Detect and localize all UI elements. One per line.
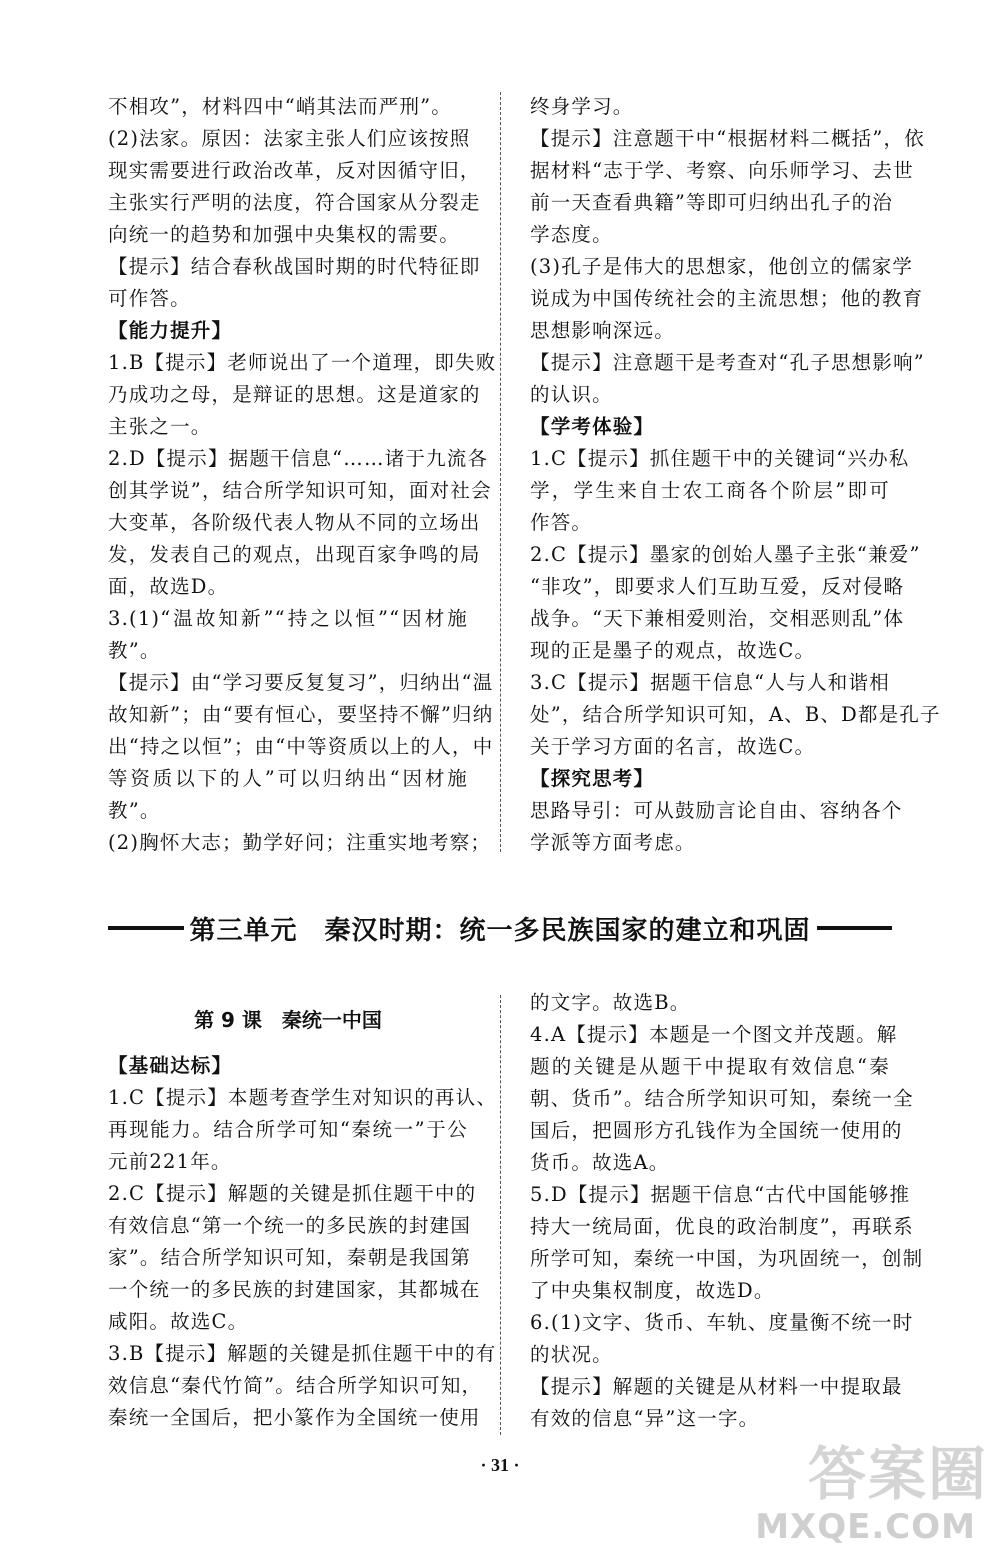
text-line: 前一天查看典籍”等即可归纳出孔子的治	[530, 191, 894, 214]
text-line: 秦统一全国后，把小篆作为全国统一使用	[108, 1406, 481, 1429]
text-line: 有效信息“第一个统一的多民族的封建国	[108, 1214, 472, 1237]
unit-title-text: 第三单元 秦汉时期：统一多民族国家的建立和巩固	[189, 915, 811, 946]
text-line: (2)胸怀大志；勤学好问；注重实地考察；	[108, 831, 492, 854]
text-line: 国后，把圆形方孔钱作为全国统一使用的	[530, 1119, 903, 1142]
text-line: 主张实行严明的法度，符合国家从分裂走	[108, 191, 481, 214]
text-line: 作答。	[530, 511, 593, 534]
watermark-logo: 答案圈	[807, 1440, 988, 1508]
text-line: 等资质以下的人”可以归纳出“因材施	[108, 767, 468, 790]
text-line: 的认识。	[530, 383, 613, 406]
text-line: 学态度。	[530, 223, 613, 246]
text-line: 发，发表自己的观点，出现百家争鸣的局	[108, 543, 481, 566]
text-line: 的文字。故选B。	[530, 991, 691, 1014]
text-line: 再现能力。结合所学可知“秦统一”于公	[108, 1118, 468, 1141]
text-line: 【提示】结合春秋战国时期的时代特征即	[108, 255, 481, 278]
text-line: 咸阳。故选C。	[108, 1310, 249, 1333]
text-line: 题的关键是从题干中提取有效信息“秦	[530, 1055, 890, 1078]
text-line: 创其学说”，结合所学知识可知，面对社会	[108, 479, 492, 502]
text-line: 了中央集权制度，故选D。	[530, 1279, 775, 1302]
text-line: 【能力提升】	[108, 319, 233, 342]
text-line: 【提示】注意题干中“根据材料二概括”，依	[530, 127, 925, 150]
top-right-column	[530, 91, 941, 859]
text-line: (2)法家。原因：法家主张人们应该按照	[108, 127, 471, 150]
text-line: 战争。“天下兼相爱则治，交相恶则乱”体	[530, 607, 905, 630]
text-line: 元前221年。	[108, 1150, 232, 1173]
top-column-divider	[500, 92, 501, 852]
text-line: 【探究思考】	[530, 767, 655, 790]
title-rule-right	[817, 926, 893, 930]
text-line: 说成为中国传统社会的主流思想；他的教育	[530, 287, 924, 310]
text-line: 一个统一的多民族的封建国家，其都城在	[108, 1278, 481, 1301]
text-line: 3.(1)“温故知新”“持之以恒”“因材施	[108, 607, 468, 630]
text-line: 【基础达标】	[108, 1054, 233, 1077]
text-line: 处”，结合所学知识可知，A、B、D都是孔子	[530, 703, 941, 726]
text-line: “非攻”，即要求人们互助互爱，反对侵略	[530, 575, 905, 598]
bottom-right-column	[530, 987, 924, 1435]
text-line: 持大一统局面，优良的政治制度”，再联系	[530, 1215, 914, 1238]
text-line: 【提示】解题的关键是从材料一中提取最	[530, 1375, 903, 1398]
unit-title	[108, 906, 892, 950]
text-line: 【提示】注意题干是考查对“孔子思想影响”	[530, 351, 925, 374]
bottom-column-divider	[500, 995, 501, 1435]
text-line: 思想影响深远。	[530, 319, 675, 342]
text-line: (3)孔子是伟大的思想家，他创立的儒家学	[530, 255, 914, 278]
text-line: 3.B【提示】解题的关键是抓住题干中的有	[108, 1342, 497, 1365]
text-line: 2.C【提示】墨家的创始人墨子主张“兼爱”	[530, 543, 921, 566]
text-line: 朝、货币”。结合所学知识可知，秦统一全	[530, 1087, 914, 1110]
text-line: 的状况。	[530, 1343, 613, 1366]
text-line: 6.(1)文字、货币、车轨、度量衡不统一时	[530, 1311, 914, 1334]
text-line: 终身学习。	[530, 95, 634, 118]
text-line: 关于学习方面的名言，故选C。	[530, 735, 816, 758]
text-line: 1.B【提示】老师说出了一个道理，即失败	[108, 351, 497, 374]
text-line: 据材料“志于学、考察、向乐师学习、去世	[530, 159, 914, 182]
bottom-left-column	[108, 1050, 498, 1434]
text-line: 1.C【提示】抓住题干中的关键词“兴办私	[530, 447, 910, 470]
text-line: 2.D【提示】据题干信息“……诸于九流各	[108, 447, 489, 470]
page-number: · 31 ·	[480, 1455, 520, 1475]
text-line: 学，学生来自士农工商各个阶层”即可	[530, 479, 890, 502]
text-line: 效信息“秦代竹简”。结合所学知识可知，	[108, 1374, 483, 1397]
text-line: 有效的信息“异”这一字。	[530, 1407, 760, 1430]
text-line: 货币。故选A。	[530, 1151, 670, 1174]
lesson-title: 第 9 课 秦统一中国	[194, 1008, 382, 1032]
text-line: 家”。结合所学知识可知，秦朝是我国第	[108, 1246, 472, 1269]
text-line: 主张之一。	[108, 415, 212, 438]
title-rule-left	[108, 926, 184, 930]
text-line: 思路导引：可从鼓励言论自由、容纳各个	[530, 799, 903, 822]
text-line: 故知新”；由“要有恒心，要坚持不懈”归纳	[108, 703, 494, 726]
text-line: 面，故选D。	[108, 575, 229, 598]
text-line: 学派等方面考虑。	[530, 831, 696, 854]
text-line: 不相攻”，材料四中“峭其法而严刑”。	[108, 95, 453, 118]
text-line: 出“持之以恒”；由“中等资质以上的人，中	[108, 735, 494, 758]
watermark-url: MXQE.COM	[755, 1507, 976, 1547]
text-line: 大变革，各阶级代表人物从不同的立场出	[108, 511, 481, 534]
text-line: 【提示】由“学习要反复复习”，归纳出“温	[108, 671, 494, 694]
text-line: 3.C【提示】据题干信息“人与人和谐相	[530, 671, 890, 694]
text-line: 可作答。	[108, 287, 191, 310]
text-line: 4.A【提示】本题是一个图文并茂题。解	[530, 1023, 898, 1046]
text-line: 向统一的趋势和加强中央集权的需要。	[108, 223, 460, 246]
text-line: 教”。	[108, 799, 161, 822]
text-line: 所学可知，秦统一中国，为巩固统一，创制	[530, 1247, 924, 1270]
text-line: 教”。	[108, 639, 161, 662]
text-line: 5.D【提示】据题干信息“古代中国能够推	[530, 1183, 911, 1206]
top-left-column	[108, 91, 497, 859]
text-line: 1.C【提示】本题考查学生对知识的再认、	[108, 1086, 498, 1109]
text-line: 乃成功之母，是辩证的思想。这是道家的	[108, 383, 481, 406]
text-line: 2.C【提示】解题的关键是抓住题干中的	[108, 1182, 477, 1205]
text-line: 现实需要进行政治改革，反对因循守旧，	[108, 159, 481, 182]
text-line: 现的正是墨子的观点，故选C。	[530, 639, 816, 662]
text-line: 【学考体验】	[530, 415, 655, 438]
